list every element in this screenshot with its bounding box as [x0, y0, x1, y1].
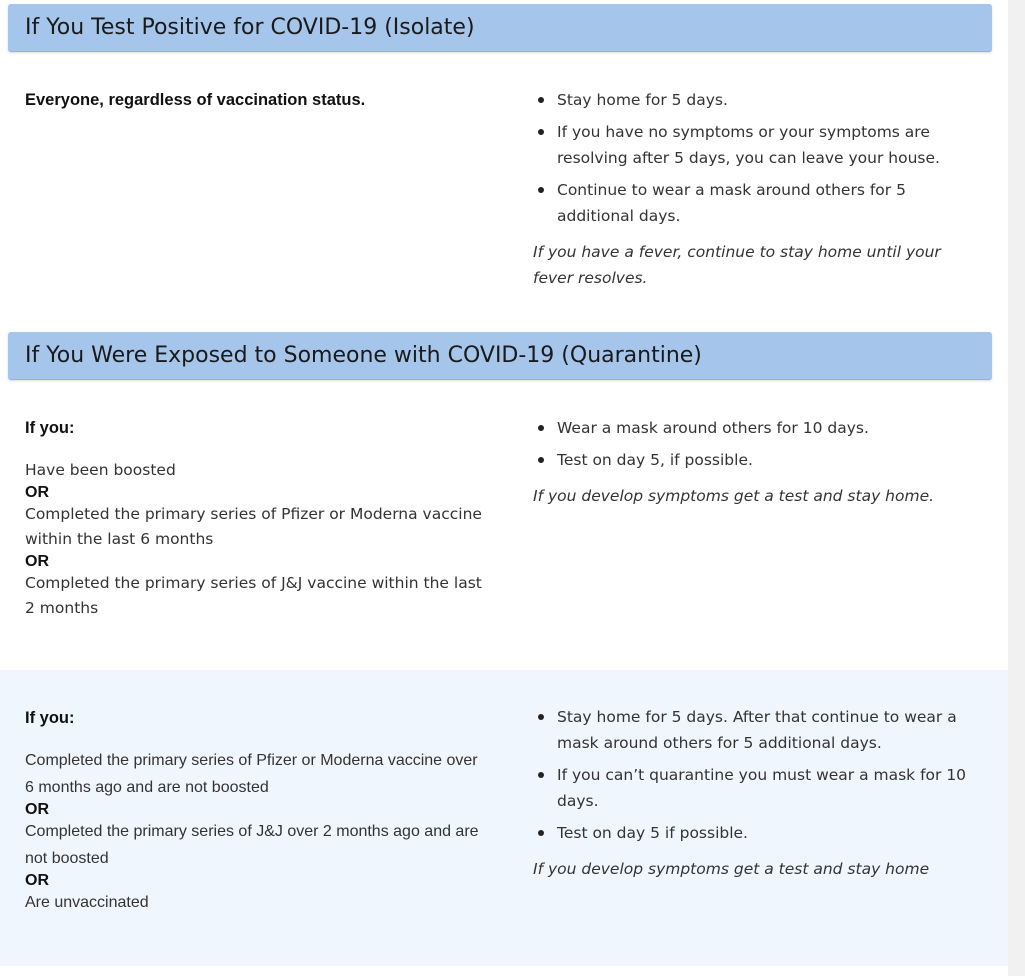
group1-condition: Completed the primary series of Pfizer or Moderna vaccine within the last 6 months — [25, 504, 482, 548]
or-separator: OR — [25, 872, 49, 889]
group2-symptoms-note: If you develop symptoms get a test and stay home — [533, 860, 930, 878]
quarantine-group-boosted — [0, 380, 1008, 670]
group1-bullet-list — [533, 415, 973, 473]
list-item: Continue to wear a mask around others for 5 additional days. — [533, 177, 973, 229]
group1-condition: Completed the primary series of J&J vaccine within the last 2 months — [25, 573, 482, 617]
group1-lead: If you: — [25, 419, 75, 437]
group2-instructions-column — [533, 704, 973, 882]
group1-conditions-column — [25, 418, 485, 622]
group1-symptoms-note: If you develop symptoms get a test and stay home. — [533, 487, 935, 505]
group2-condition: Completed the primary series of Pfizer or Moderna vaccine over 6 months ago and are not boosted — [25, 752, 478, 796]
isolate-audience: Everyone, regardless of vaccination status. — [25, 91, 366, 109]
isolate-audience-column — [25, 90, 485, 110]
scrollbar-track[interactable] — [1008, 0, 1025, 976]
group1-instructions-column — [533, 415, 973, 509]
group2-bullet-list — [533, 704, 973, 846]
group2-lead: If you: — [25, 709, 75, 727]
or-separator: OR — [25, 552, 49, 570]
group2-conditions-column — [25, 708, 485, 917]
quarantine-section-header: If You Were Exposed to Someone with COVID-19 (Quarantine) — [8, 332, 992, 380]
list-item: Test on day 5 if possible. — [533, 820, 973, 846]
group2-condition: Completed the primary series of J&J over 2 months ago and are not boosted — [25, 823, 479, 867]
or-separator: OR — [25, 801, 49, 818]
group2-condition: Are unvaccinated — [25, 894, 149, 911]
list-item: Stay home for 5 days. — [533, 87, 973, 113]
isolate-bullet-list — [533, 87, 973, 229]
list-item: Stay home for 5 days. After that continue to wear a mask around others for 5 additional days. — [533, 704, 973, 756]
list-item: Wear a mask around others for 10 days. — [533, 415, 973, 441]
list-item: If you have no symptoms or your symptoms are resolving after 5 days, you can leave your house. — [533, 119, 973, 171]
list-item: Test on day 5, if possible. — [533, 447, 973, 473]
group1-condition: Have been boosted — [25, 461, 176, 479]
quarantine-group-not-boosted — [0, 670, 1008, 966]
or-separator: OR — [25, 483, 49, 501]
isolate-instructions-column — [533, 87, 973, 291]
isolate-fever-note: If you have a fever, continue to stay home until your fever resolves. — [533, 243, 941, 287]
list-item: If you can’t quarantine you must wear a mask for 10 days. — [533, 762, 973, 814]
isolate-section-header: If You Test Positive for COVID-19 (Isolate) — [8, 4, 992, 52]
isolate-panel — [0, 52, 1008, 327]
